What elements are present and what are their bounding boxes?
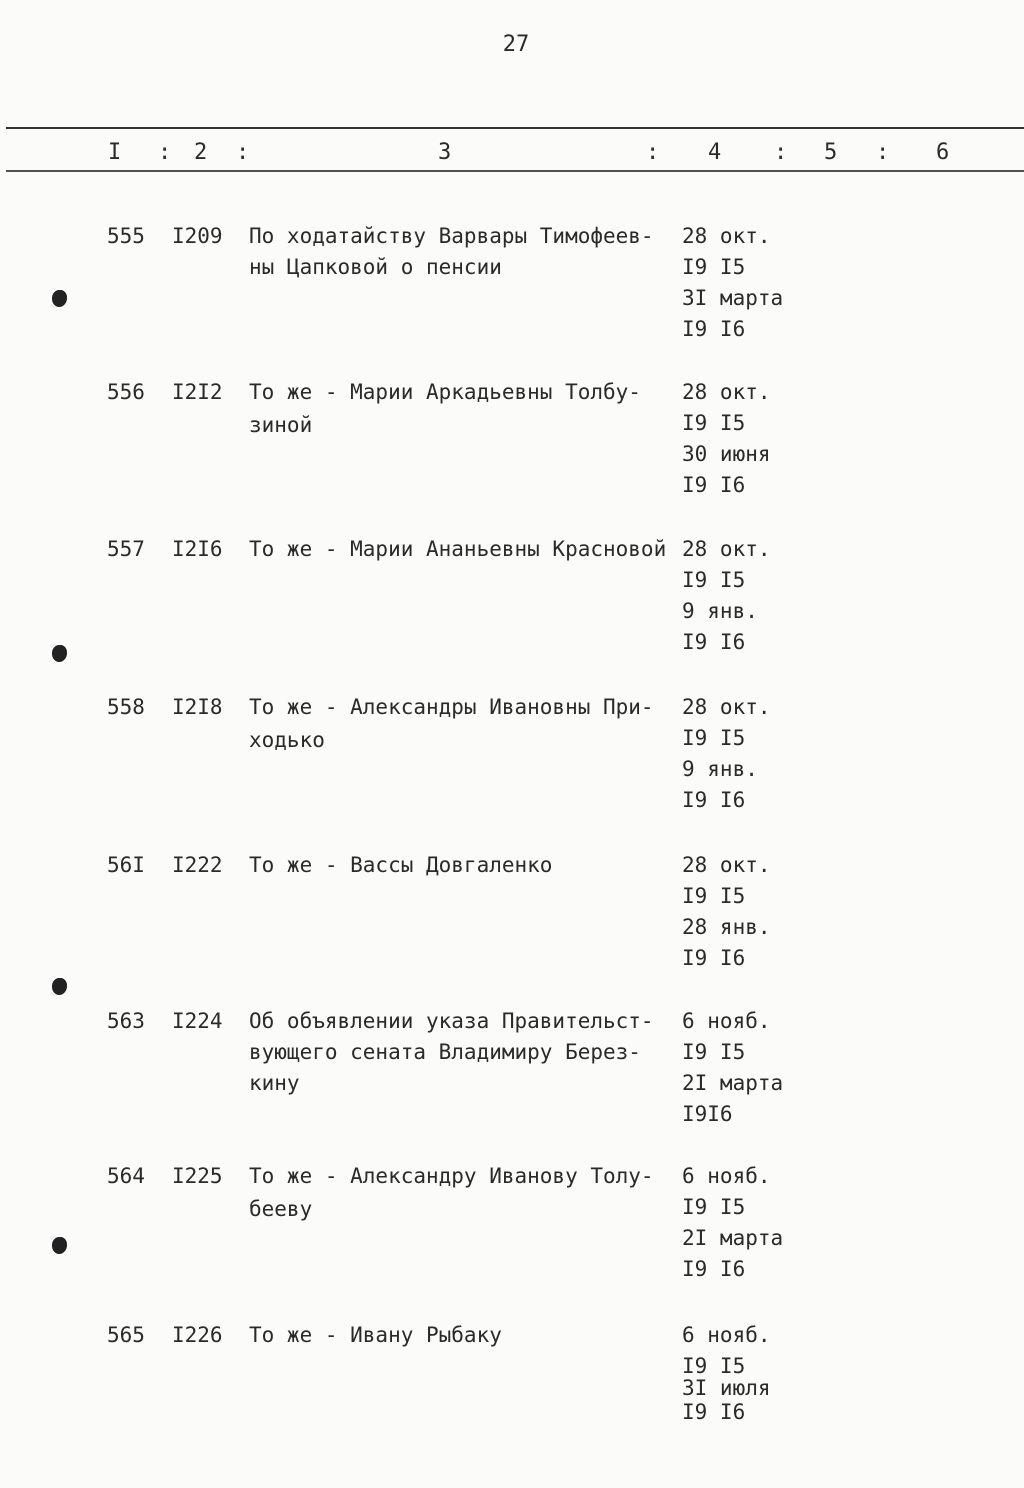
record-date-line: 2I марта <box>682 1226 784 1250</box>
record-code: I225 <box>172 1164 223 1188</box>
record-date-line: 28 окт. <box>682 695 771 719</box>
record-date-line: 28 янв. <box>682 915 771 939</box>
column-header-4: 4 <box>708 140 722 165</box>
record-title-line: То же - Марии Аркадьевны Толбу- <box>249 380 641 404</box>
table-row <box>0 1320 1024 1450</box>
record-title-line: То же - Александры Ивановны При- <box>249 695 654 719</box>
record-date-line: I9I6 <box>682 1102 733 1126</box>
table-row <box>0 1161 1024 1291</box>
record-date-line: 9 янв. <box>682 599 758 623</box>
record-number: 563 <box>107 1009 145 1033</box>
record-date-line: I9 I6 <box>682 317 746 341</box>
record-number: 564 <box>107 1164 145 1188</box>
table-row <box>0 221 1024 351</box>
column-separator: : <box>646 140 660 165</box>
record-number: 557 <box>107 537 145 561</box>
column-header-6: 6 <box>936 140 950 165</box>
record-date-line: I9 I5 <box>682 255 746 279</box>
record-title-line: То же - Вассы Довгаленко <box>249 853 553 877</box>
record-title-line: По ходатайству Варвары Тимофеев- <box>249 224 654 248</box>
record-date-line: 30 июня <box>682 442 771 466</box>
record-code: I222 <box>172 853 223 877</box>
header-rule-top <box>6 127 1024 129</box>
record-date-line: I9 I5 <box>682 1354 746 1378</box>
record-title-line: ходько <box>249 728 325 752</box>
record-date-line: 9 янв. <box>682 757 758 781</box>
record-title-line: вующего сената Владимиру Берез- <box>249 1040 641 1064</box>
record-date-line: I9 I6 <box>682 473 746 497</box>
record-date-line: 28 окт. <box>682 380 771 404</box>
record-date-line: I9 I5 <box>682 884 746 908</box>
record-date-line: 3I июля <box>682 1376 771 1400</box>
record-date-line: I9 I6 <box>682 1400 746 1424</box>
record-code: I209 <box>172 224 223 248</box>
record-date-line: 3I марта <box>682 286 784 310</box>
record-date-line: 28 окт. <box>682 224 771 248</box>
record-number: 555 <box>107 224 145 248</box>
record-date-line: I9 I5 <box>682 568 746 592</box>
record-date-line: 28 окт. <box>682 853 771 877</box>
record-date-line: I9 I6 <box>682 946 746 970</box>
page-number: 27 <box>502 32 530 57</box>
column-header-5: 5 <box>824 140 838 165</box>
column-header-1: I <box>108 140 122 165</box>
record-number: 565 <box>107 1323 145 1347</box>
record-date-line: I9 I5 <box>682 726 746 750</box>
record-date-line: I9 I6 <box>682 1257 746 1281</box>
record-title-line: ны Цапковой о пенсии <box>249 255 502 279</box>
record-number: 56I <box>107 853 145 877</box>
record-code: I2I2 <box>172 380 223 404</box>
record-title-line: То же - Ивану Рыбаку <box>249 1323 502 1347</box>
table-row <box>0 1006 1024 1136</box>
column-header-2: 2 <box>194 140 208 165</box>
record-number: 558 <box>107 695 145 719</box>
record-date-line: 6 нояб. <box>682 1323 771 1347</box>
record-title-line: Об объявлении указа Правительст- <box>249 1009 654 1033</box>
record-code: I2I8 <box>172 695 223 719</box>
record-code: I224 <box>172 1009 223 1033</box>
record-title-line: То же - Марии Ананьевны Красновой <box>249 537 667 561</box>
column-separator: : <box>236 140 250 165</box>
header-rule-bottom <box>6 170 1024 172</box>
record-date-line: 6 нояб. <box>682 1164 771 1188</box>
column-separator: : <box>876 140 890 165</box>
table-row <box>0 850 1024 980</box>
record-title-line: бееву <box>249 1197 313 1221</box>
record-number: 556 <box>107 380 145 404</box>
record-title-line: зиной <box>249 413 313 437</box>
record-date-line: 28 окт. <box>682 537 771 561</box>
record-date-line: 2I марта <box>682 1071 784 1095</box>
column-header-3: 3 <box>438 140 452 165</box>
record-date-line: I9 I5 <box>682 411 746 435</box>
record-date-line: I9 I6 <box>682 788 746 812</box>
table-row <box>0 534 1024 664</box>
record-code: I2I6 <box>172 537 223 561</box>
record-date-line: I9 I6 <box>682 630 746 654</box>
table-row <box>0 692 1024 822</box>
record-date-line: I9 I5 <box>682 1040 746 1064</box>
record-code: I226 <box>172 1323 223 1347</box>
record-date-line: 6 нояб. <box>682 1009 771 1033</box>
column-separator: : <box>158 140 172 165</box>
binding-hole <box>52 978 67 995</box>
table-row <box>0 377 1024 507</box>
record-date-line: I9 I5 <box>682 1195 746 1219</box>
record-title-line: кину <box>249 1071 300 1095</box>
column-separator: : <box>774 140 788 165</box>
record-title-line: То же - Александру Иванову Толу- <box>249 1164 654 1188</box>
